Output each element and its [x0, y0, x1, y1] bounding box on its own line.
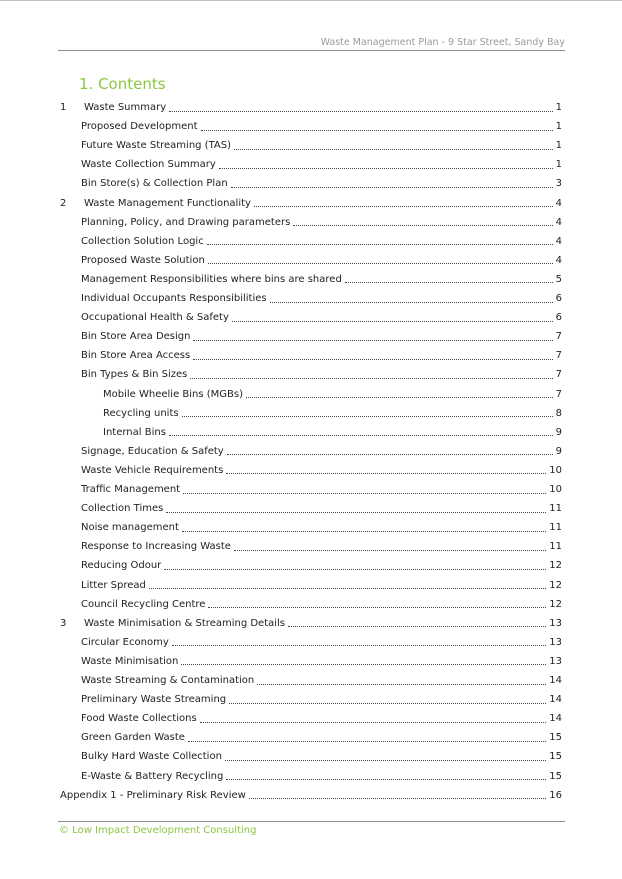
toc-entry[interactable]: [81, 499, 562, 518]
toc-dot-leader: [270, 301, 553, 303]
toc-entry[interactable]: [81, 251, 562, 270]
toc-entry[interactable]: [81, 136, 562, 155]
toc-entry-page: 9: [555, 426, 562, 438]
toc-entry-title: Reducing Odour: [81, 560, 162, 572]
toc-entry-title: Planning, Policy, and Drawing parameters: [81, 216, 291, 228]
toc-entry-title: Appendix 1 - Preliminary Risk Review: [60, 789, 246, 801]
toc-entry[interactable]: [81, 480, 562, 499]
toc-dot-leader: [234, 549, 546, 551]
toc-entry-title: Waste Management Functionality: [84, 197, 251, 209]
toc-entry[interactable]: [81, 155, 562, 174]
toc-entry-title: Bulky Hard Waste Collection: [81, 751, 222, 763]
toc-entry-title: Waste Minimisation: [81, 655, 179, 667]
toc-entry-page: 5: [555, 273, 562, 285]
toc-entry-page: 16: [549, 789, 562, 801]
toc-entry[interactable]: [60, 614, 562, 633]
toc-entry-page: 7: [555, 331, 562, 343]
toc-entry[interactable]: [81, 671, 562, 690]
toc-entry[interactable]: [81, 289, 562, 308]
toc-entry-page: 7: [555, 350, 562, 362]
toc-entry-page: 9: [555, 445, 562, 457]
toc-dot-leader: [226, 778, 546, 780]
toc-dot-leader: [219, 167, 553, 169]
toc-entry[interactable]: [81, 327, 562, 346]
toc-entry-page: 11: [549, 522, 562, 534]
toc-entry[interactable]: [81, 518, 562, 537]
toc-entry-page: 12: [549, 579, 562, 591]
toc-dot-leader: [229, 702, 546, 704]
toc-entry[interactable]: [81, 442, 562, 461]
toc-dot-leader: [201, 129, 553, 131]
toc-entry[interactable]: [81, 576, 562, 595]
toc-dot-leader: [225, 759, 546, 761]
toc-dot-leader: [193, 358, 552, 360]
toc-entry-page: 4: [555, 197, 562, 209]
toc-entry[interactable]: [81, 117, 562, 136]
toc-entry-page: 14: [549, 694, 562, 706]
toc-entry-page: 4: [555, 235, 562, 247]
toc-entry-title: Proposed Development: [81, 121, 198, 133]
toc-entry[interactable]: [81, 174, 562, 193]
toc-entry[interactable]: [60, 194, 562, 213]
toc-entry-title: Green Garden Waste: [81, 732, 185, 744]
footer-rule: [58, 821, 565, 822]
toc-entry-title: Bin Store(s) & Collection Plan: [81, 178, 228, 190]
toc-entry[interactable]: [81, 537, 562, 556]
toc-entry-title: Future Waste Streaming (TAS): [81, 140, 232, 152]
toc-entry-page: 13: [549, 617, 562, 629]
toc-dot-leader: [164, 568, 546, 570]
toc-entry-page: 13: [549, 636, 562, 648]
toc-entry-page: 1: [555, 102, 562, 113]
toc-entry[interactable]: [81, 461, 562, 480]
toc-dot-leader: [169, 434, 553, 436]
toc-dot-leader: [169, 110, 552, 112]
toc-entry[interactable]: [81, 728, 562, 747]
toc-dot-leader: [182, 415, 553, 417]
toc-dot-leader: [166, 511, 546, 513]
toc-dot-leader: [246, 396, 553, 398]
toc-entry-title: Bin Store Area Access: [81, 350, 191, 362]
toc-entry-page: 1: [555, 121, 562, 133]
toc-entry[interactable]: [103, 423, 562, 442]
toc-entry-title: Preliminary Waste Streaming: [81, 694, 227, 706]
toc-dot-leader: [345, 281, 553, 283]
toc-entry-title: Council Recycling Centre: [81, 598, 206, 610]
toc-entry-page: 1: [555, 159, 562, 171]
header-rule: [58, 50, 565, 51]
toc-entry-page: 10: [549, 464, 562, 476]
toc-entry-title: Recycling units: [103, 407, 179, 419]
toc-dot-leader: [231, 186, 553, 188]
toc-entry[interactable]: [60, 786, 562, 805]
toc-dot-leader: [208, 606, 546, 608]
toc-entry-title: Food Waste Collections: [81, 713, 197, 725]
toc-entry-page: 14: [549, 675, 562, 686]
toc-entry-page: 12: [549, 560, 562, 572]
contents-heading: 1. Contents: [79, 75, 166, 93]
toc-dot-leader: [149, 587, 546, 589]
toc-entry-page: 15: [549, 770, 562, 782]
toc-dot-leader: [181, 663, 546, 665]
toc-entry[interactable]: [81, 747, 562, 766]
toc-entry-page: 4: [555, 254, 562, 266]
toc-entry[interactable]: [81, 232, 562, 251]
toc-entry[interactable]: [81, 270, 562, 289]
toc-entry[interactable]: [81, 709, 562, 728]
footer-copyright: © Low Impact Development Consulting: [59, 825, 257, 836]
toc-entry-page: 15: [549, 732, 562, 744]
toc-entry-page: 6: [555, 312, 562, 324]
toc-dot-leader: [293, 224, 552, 226]
toc-dot-leader: [288, 625, 546, 627]
toc-dot-leader: [257, 683, 546, 685]
toc-dot-leader: [172, 644, 547, 646]
toc-dot-leader: [254, 205, 553, 207]
toc-entry-title: Collection Solution Logic: [81, 235, 204, 247]
toc-entry-number: 2: [60, 197, 67, 209]
toc-entry-page: 12: [549, 598, 562, 610]
toc-entry-page: 7: [555, 388, 562, 400]
toc-entry-title: Bin Store Area Design: [81, 331, 191, 343]
toc-entry-number: 3: [60, 617, 67, 629]
toc-entry-title: Waste Summary: [84, 102, 167, 113]
page-top-border: [0, 0, 622, 1]
toc-entry[interactable]: [103, 404, 562, 423]
toc-entry-title: Individual Occupants Responsibilities: [81, 293, 267, 304]
toc-dot-leader: [200, 721, 547, 723]
toc-entry-title: Waste Vehicle Requirements: [81, 464, 224, 476]
toc-entry-title: Mobile Wheelie Bins (MGBs): [103, 388, 244, 400]
toc-entry-title: Response to Increasing Waste: [81, 541, 231, 553]
toc-dot-leader: [182, 530, 546, 532]
toc-entry-title: Circular Economy: [81, 636, 169, 648]
toc-dot-leader: [208, 262, 553, 264]
toc-entry[interactable]: [81, 690, 562, 709]
toc-entry-page: 3: [555, 178, 562, 190]
toc-entry[interactable]: [103, 385, 562, 404]
toc-entry-title: Collection Times: [81, 503, 164, 515]
toc-entry-page: 4: [555, 216, 562, 228]
toc-entry-title: Waste Minimisation & Streaming Details: [84, 617, 286, 629]
toc-entry-page: 6: [555, 293, 562, 304]
toc-entry[interactable]: [81, 365, 562, 384]
toc-dot-leader: [227, 453, 553, 455]
toc-entry[interactable]: [81, 556, 562, 575]
toc-dot-leader: [232, 320, 553, 322]
toc-entry[interactable]: [81, 595, 562, 614]
toc-entry-title: Noise management: [81, 522, 179, 534]
toc-entry[interactable]: [81, 767, 562, 786]
toc-entry-title: Management Responsibilities where bins are shared: [81, 273, 342, 285]
toc-dot-leader: [226, 472, 546, 474]
toc-entry-title: Waste Collection Summary: [81, 159, 216, 171]
toc-entry-title: Proposed Waste Solution: [81, 254, 205, 266]
toc-entry[interactable]: [81, 633, 562, 652]
toc-entry[interactable]: [81, 346, 562, 365]
toc-entry-page: 1: [555, 140, 562, 152]
toc-dot-leader: [249, 797, 546, 799]
toc-entry[interactable]: [81, 652, 562, 671]
toc-entry-title: Internal Bins: [103, 426, 166, 438]
toc-entry-page: 14: [549, 713, 562, 725]
toc-dot-leader: [193, 339, 552, 341]
toc-entry-title: Traffic Management: [81, 484, 181, 495]
toc-entry-page: 7: [555, 369, 562, 381]
toc-dot-leader: [234, 148, 553, 150]
toc-entry-title: Bin Types & Bin Sizes: [81, 369, 188, 381]
toc-entry-title: Waste Streaming & Contamination: [81, 675, 255, 686]
toc-entry[interactable]: [60, 98, 562, 117]
toc-dot-leader: [190, 377, 552, 379]
toc-entry[interactable]: [81, 213, 562, 232]
toc-entry[interactable]: [81, 308, 562, 327]
toc-entry-title: Occupational Health & Safety: [81, 312, 229, 324]
toc-entry-page: 13: [549, 655, 562, 667]
toc-entry-page: 10: [549, 484, 562, 495]
toc-dot-leader: [188, 740, 546, 742]
toc-entry-title: E-Waste & Battery Recycling: [81, 770, 224, 782]
toc-entry-page: 11: [549, 503, 562, 515]
toc-entry-title: Litter Spread: [81, 579, 146, 591]
toc-entry-page: 11: [549, 541, 562, 553]
running-header: Waste Management Plan - 9 Star Street, Sandy Bay: [320, 37, 565, 48]
toc-dot-leader: [207, 243, 553, 245]
toc-entry-page: 8: [555, 407, 562, 419]
toc-entry-page: 15: [549, 751, 562, 763]
toc-entry-number: 1: [60, 102, 67, 113]
toc-entry-title: Signage, Education & Safety: [81, 445, 224, 457]
toc-dot-leader: [183, 492, 546, 494]
